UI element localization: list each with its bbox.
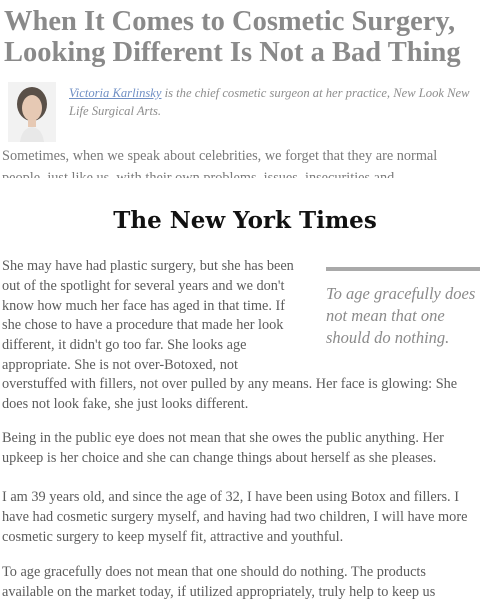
article-headline: When It Comes to Cosmetic Surgery, Looking Different Is Not a Bad Thing [4, 6, 461, 68]
author-name-link[interactable]: Victoria Karlinsky [69, 86, 162, 100]
paragraph-4: To age gracefully does not mean that one should do nothing. The products available on the market today, if utilized appropriately, truly help to keep us [2, 564, 436, 600]
author-photo-icon [8, 82, 56, 142]
paragraph-1-continued: overstuffed with fillers, not over pulled by any means. Her face is glowing: She does not look fake, she just looks different. [2, 376, 458, 412]
author-bio-text: is the chief cosmetic surgeon at her practice, New Look New Life Surgical Arts. [69, 86, 470, 118]
pull-quote: To age gracefully does not mean that one should do nothing. [326, 267, 480, 349]
author-byline [8, 82, 472, 144]
paragraph-1: She may have had plastic surgery, but she has been out of the spotlight for several years and we don't know how much her face has aged in that time. If she chose to have a procedure that made her look different, it didn't go too far. She looks age appropriate. She is not over-Botoxed, not [2, 258, 294, 373]
author-avatar [8, 82, 56, 142]
intro-paragraph: Sometimes, when we speak about celebrities, we forget that they are normal [2, 148, 438, 164]
author-bio [69, 84, 475, 120]
paragraph-2: Being in the public eye does not mean that she owes the public anything. Her upkeep is her choice and she can change things about herself as she pleases. [2, 430, 444, 466]
nyt-logo [113, 200, 377, 238]
paragraph-3: I am 39 years old, and since the age of 32, I have been using Botox and fillers. I have had cosmetic surgery myself, and having had two children, I will have more cosmetic surgery to keep myself fit, attractive and youthful. [2, 489, 468, 545]
nyt-logo-text: The New York Times [113, 207, 377, 234]
